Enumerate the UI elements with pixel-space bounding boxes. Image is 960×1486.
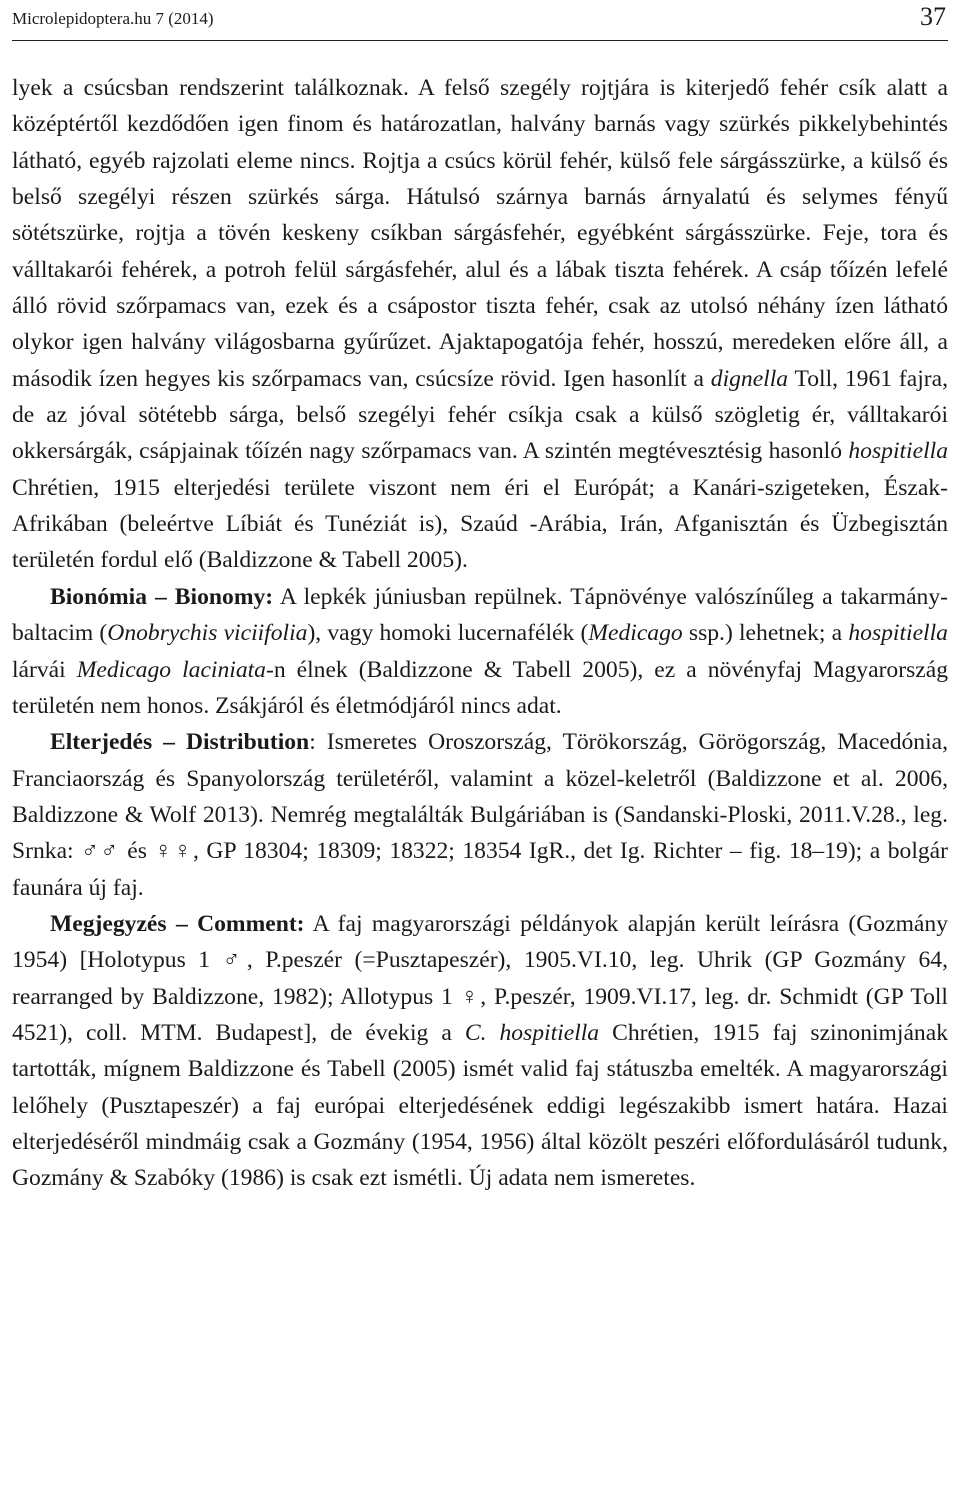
page-header xyxy=(12,0,948,41)
bionomy-text-2: ), vagy homoki lucernafélék ( xyxy=(307,620,589,647)
species-name-medicago-laciniata: Medicago laciniata xyxy=(76,656,266,683)
bionomy-text-5: -n élnek (Baldizzone & Tabell 2005), ez a növényfaj Magyarország területén nem honos. Zsákjáról és életmódjáról nincs adat. xyxy=(12,656,948,719)
comment-heading: Megjegyzés – Comment: xyxy=(50,910,305,937)
description-paragraph xyxy=(12,70,948,579)
bionomy-heading: Bionómia – Bionomy: xyxy=(50,583,274,610)
description-text-2: Toll, 1961 fajra, de az jóval sötétebb sárga, belső szegélyi fehér csíkja csak a külső szögletig ér, válltakarói okkersárgák, csápjainak tőízén nagy szőrpamacs van. A szintén megtévesztésig hasonló xyxy=(12,365,949,465)
distribution-text: : Ismeretes Oroszország, Törökország, Görögország, Macedónia, Franciaország és Spanyolország területéről, valamint a közel-keletről (Baldizzone et al. 2006, Baldizzone & Wolf 2013). Nemrég megtalálták Bulgáriában is (Sandanski-Ploski, 2011.V.28., leg. Srnka: ♂♂ és ♀♀, GP 18304; 18309; 18322; 18354 IgR., det Ig. Richter – fig. 18–19); a bolgár faunára új faj. xyxy=(12,729,949,901)
genus-name-medicago: Medicago xyxy=(588,620,683,647)
species-name-c-hospitiella: C. hospitiella xyxy=(464,1019,600,1046)
bionomy-text-1: A lepkék júniusban repülnek. Tápnövénye valószínűleg a takarmány-baltacim ( xyxy=(12,583,948,647)
description-text-3: Chrétien, 1915 elterjedési területe viszont nem éri el Európát; a Kanári-szigeteken, Észak-Afrikában (beleértve Líbiát és Tunéziát is), Szaúd -Arábia, Irán, Afganisztán és Üzbegisztán területén fordul elő (Baldizzone & Tabell 2005). xyxy=(12,474,948,574)
bionomy-text-4: lárvái xyxy=(12,656,77,683)
comment-text-2: Chrétien, 1915 faj szinonimjának tartották, mígnem Baldizzone és Tabell (2005) ismét valid faj státuszba emelték. A magyarországi lelőhely (Pusztapeszér) a faj európai elterjedésének eddigi legészakibb ismert határa. Hazai elterjedéséről mindmáig csak a Gozmány (1954, 1956) által közölt peszéri előfordulásáról tudunk, Gozmány & Szabóky (1986) is csak ezt ismétli. Új adata nem ismeretes. xyxy=(12,1019,948,1192)
distribution-paragraph xyxy=(12,724,948,906)
article-body xyxy=(12,70,948,1197)
bionomy-paragraph xyxy=(12,579,948,724)
page-number: 37 xyxy=(920,2,946,31)
species-name-hospitiella: hospitiella xyxy=(848,438,948,465)
species-name-onobrychis: Onobrychis viciifolia xyxy=(107,620,308,647)
comment-text-1: A faj magyarországi példányok alapján került leírásra (Gozmány 1954) [Holotypus 1 ♂, P.peszér (=Pusztapeszér), 1905.VI.10, leg. Uhrik (GP Gozmány 64, rearranged by Baldizzone, 1982); Allotypus 1 ♀, P.peszér, 1909.VI.17, leg. dr. Schmidt (GP Toll 4521), coll. MTM. Budapest], de évekig a xyxy=(12,910,948,1046)
description-text-1: lyek a csúcsban rendszerint találkoznak. A felső szegély rojtjára is kiterjedő fehér csík alatt a középtértől kezdődően igen finom és határozatlan, halvány barnás vagy szürkés pikkelybehintés látható, egyéb rajzolati eleme nincs. Rojtja a csúcs körül fehér, külső fele sárgásszürke, a külső és belső szegélyi részen szürkés sárga. Hátulsó szárnya barnás árnyalatú és selymes fényű sötétszürke, rojtja a tövén keskeny csíkban sárgásfehér, egyébként sárgásszürke. Feje, tora és válltakarói fehérek, a potroh felül sárgásfehér, alul és a lábak tiszta fehérek. A csáp tőízén lefelé álló rövid szőrpamacs van, ezek és a csápostor tiszta fehér, csak az utolsó néhány ízen látható olykor igen halvány világosbarna gyűrűzet. Ajaktapogatója fehér, hosszú, meredeken előre áll, a második ízen hegyes kis szőrpamacs van, csúcsíze rövid. Igen hasonlít a xyxy=(12,75,948,392)
comment-paragraph xyxy=(12,906,948,1197)
journal-citation: Microlepidoptera.hu 7 (2014) xyxy=(12,9,214,28)
species-name-hospitiella-2: hospitiella xyxy=(848,620,948,647)
species-name-dignella: dignella xyxy=(710,365,789,392)
bionomy-text-3: ssp.) lehetnek; a xyxy=(682,620,849,647)
distribution-heading: Elterjedés – Distribution xyxy=(50,729,310,756)
